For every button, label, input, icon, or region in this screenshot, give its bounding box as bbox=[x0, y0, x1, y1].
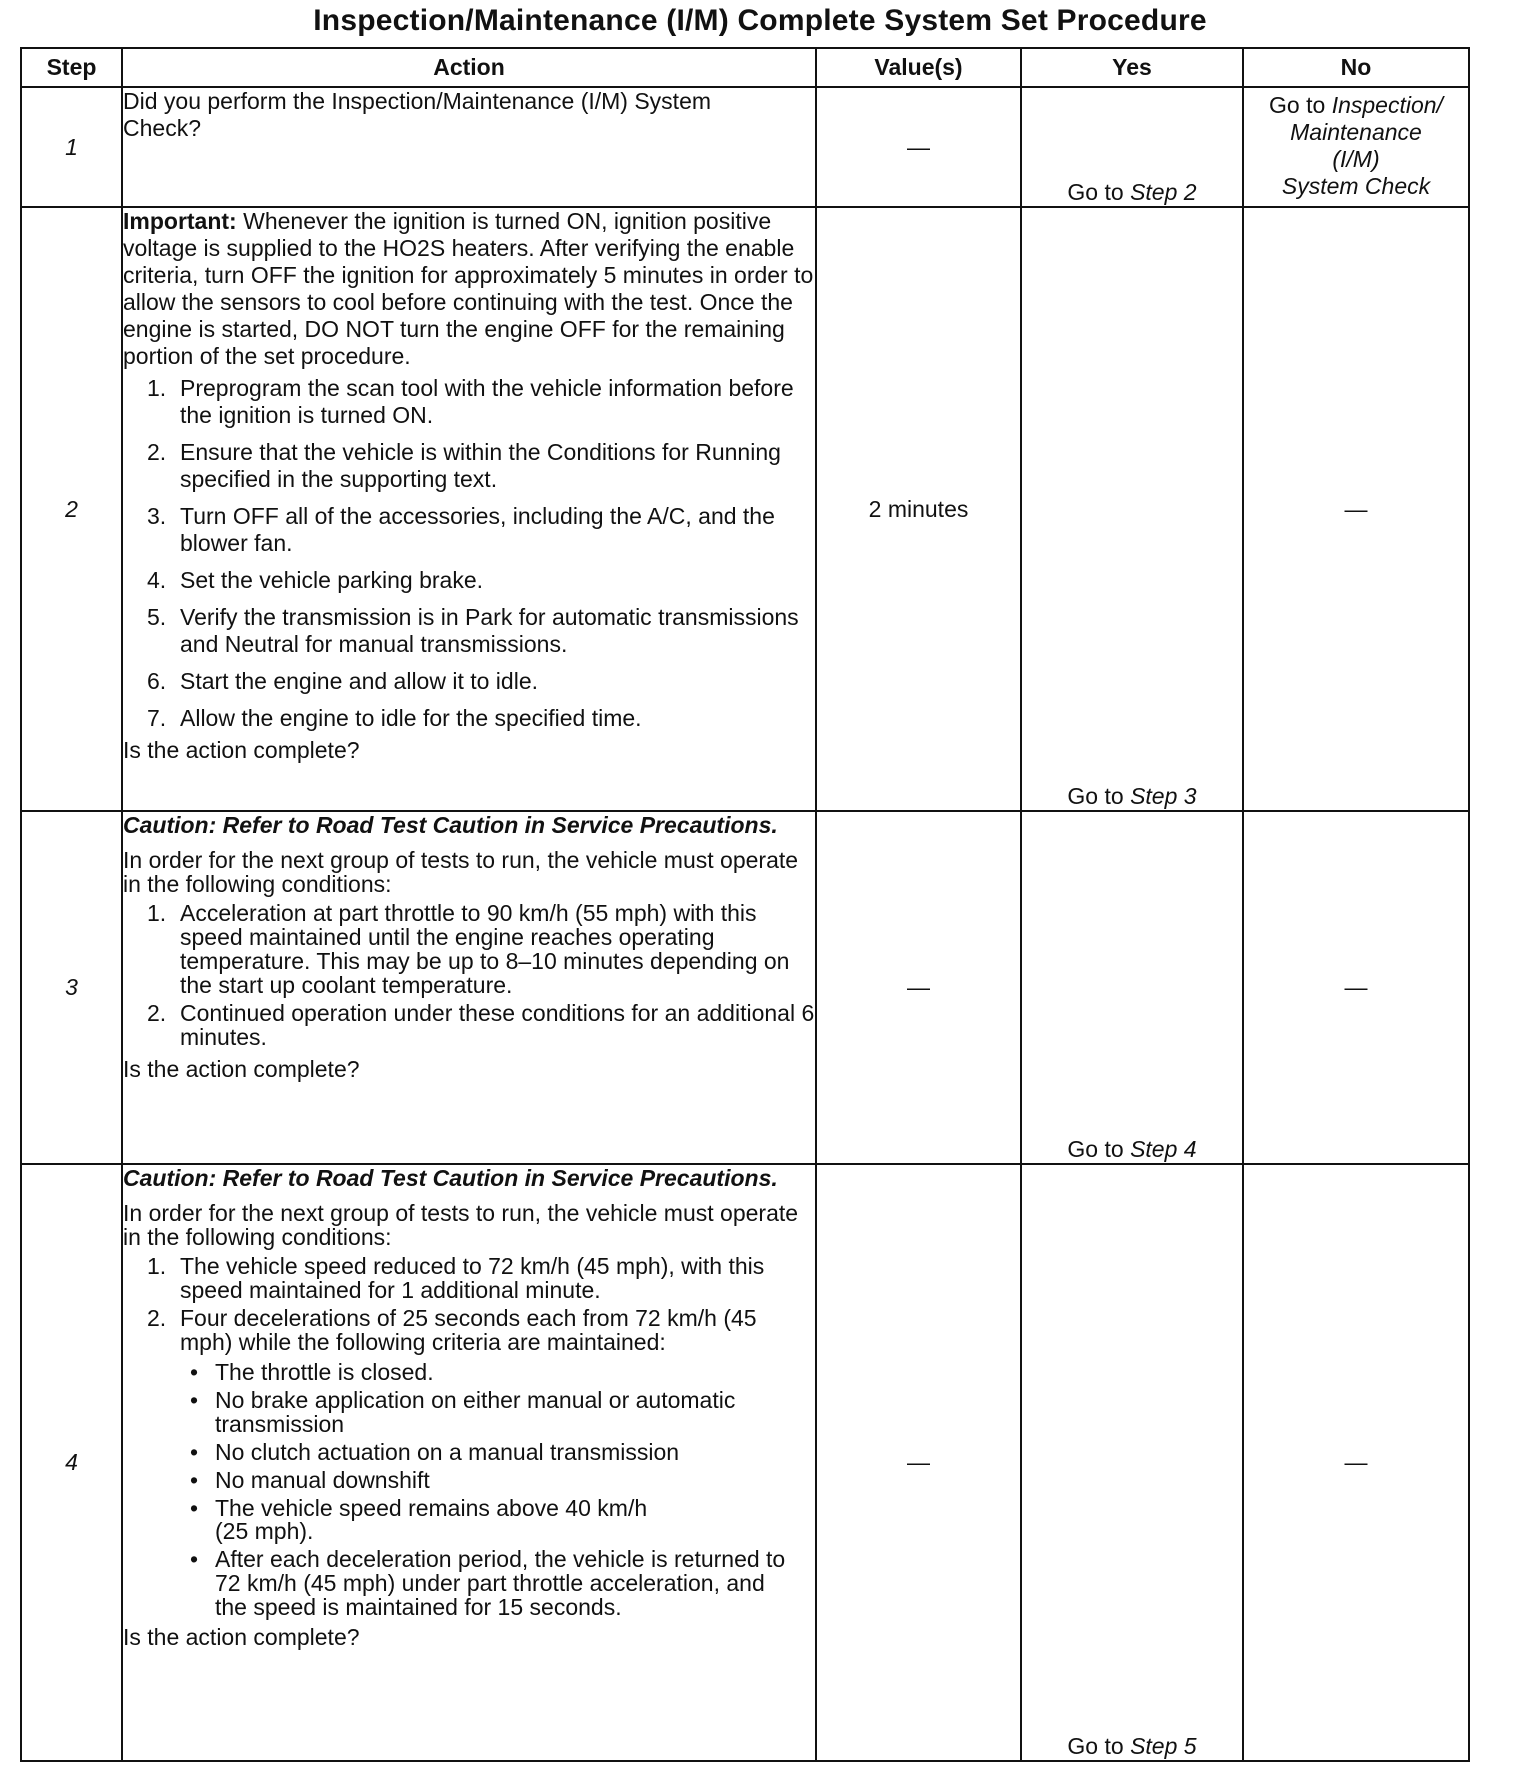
list-item: 6. Start the engine and allow it to idle. bbox=[147, 667, 539, 694]
step-number: 2 bbox=[21, 207, 122, 811]
yes-target: Step 2 bbox=[1130, 179, 1197, 206]
caution-note: Caution: Refer to Road Test Caution in Service Precautions. bbox=[123, 1165, 778, 1191]
yes-target: Step 4 bbox=[1130, 1136, 1197, 1163]
no-target-line3: (I/M) bbox=[1332, 145, 1380, 172]
header-values: Value(s) bbox=[816, 48, 1021, 87]
criteria-item: • No manual downshift bbox=[190, 1466, 430, 1493]
header-step: Step bbox=[21, 48, 122, 87]
action-text: Did you perform the Inspection/Maintenance (I/M) System Check? bbox=[123, 88, 712, 141]
no-cell: — bbox=[1243, 811, 1469, 1164]
action-question: Is the action complete? bbox=[123, 737, 360, 764]
yes-cell bbox=[1021, 1164, 1243, 1761]
action-cell bbox=[122, 207, 816, 811]
value-cell: — bbox=[816, 1164, 1021, 1761]
yes-cell bbox=[1021, 811, 1243, 1164]
header-action: Action bbox=[122, 48, 816, 87]
action-cell bbox=[122, 87, 816, 207]
procedure-table bbox=[20, 47, 1470, 1762]
procedure-steps bbox=[123, 1255, 815, 1620]
step-number: 1 bbox=[21, 87, 122, 207]
procedure-title: Inspection/Maintenance (I/M) Complete System Set Procedure bbox=[313, 4, 1207, 37]
criteria-item: • The throttle is closed. bbox=[190, 1358, 434, 1385]
action-question: Is the action complete? bbox=[123, 1055, 360, 1082]
important-label: Important: bbox=[123, 208, 237, 234]
yes-prefix: Go to bbox=[1067, 1136, 1124, 1163]
yes-cell bbox=[1021, 87, 1243, 207]
table-row-step-2 bbox=[21, 207, 1469, 811]
step-number: 3 bbox=[21, 811, 122, 1164]
list-item: 1. Acceleration at part throttle to 90 km/h (55 mph) with this speed maintained until the engine reaches operating temperature. This may be up to 8–10 minutes depending on the start up coolant temperature. bbox=[147, 900, 790, 999]
no-cell bbox=[1243, 87, 1469, 207]
caution-note: Caution: Refer to Road Test Caution in Service Precautions. bbox=[123, 812, 778, 838]
criteria-item: • After each deceleration period, the vehicle is returned to 72 km/h (45 mph) under part throttle acceleration, and the speed is maintained for 15 seconds. bbox=[190, 1546, 786, 1621]
conditions-intro: In order for the next group of tests to run, the vehicle must operate in the following conditions: bbox=[123, 1199, 799, 1250]
no-prefix: Go to bbox=[1269, 92, 1326, 118]
criteria-item: • No brake application on either manual or automatic transmission bbox=[190, 1386, 736, 1437]
table-row-step-3 bbox=[21, 811, 1469, 1164]
no-cell: — bbox=[1243, 1164, 1469, 1761]
yes-prefix: Go to bbox=[1067, 783, 1124, 810]
yes-prefix: Go to bbox=[1067, 179, 1124, 206]
table-header-row bbox=[21, 48, 1469, 87]
no-target-line2: Maintenance bbox=[1290, 118, 1422, 145]
yes-target: Step 3 bbox=[1130, 783, 1197, 810]
no-target-line4: System Check bbox=[1281, 172, 1431, 199]
yes-cell bbox=[1021, 207, 1243, 811]
list-item: 2. Four decelerations of 25 seconds each from 72 km/h (45 mph) while the following criteria are maintained: • The throttle is closed. • No brake application on either manual or automatic transmission • No clutch actuation on a manual transmission • No manual downshift • The vehicle speed remains above 40 km/h (25 mph). • After each deceleration period, the vehicle is returned to 72 km/h (45 mph) under part throttle acceleration, and the speed is maintained for 15 seconds. bbox=[147, 1307, 815, 1620]
value-cell: — bbox=[816, 811, 1021, 1164]
criteria-list bbox=[180, 1358, 815, 1621]
no-cell: — bbox=[1243, 207, 1469, 811]
table-row-step-1 bbox=[21, 87, 1469, 207]
important-note bbox=[123, 208, 815, 369]
action-cell bbox=[122, 1164, 816, 1761]
important-text: Whenever the ignition is turned ON, ignition positive voltage is supplied to the HO2S heaters. After verifying the enable criteria, turn OFF the ignition for approximately 5 minutes in order to allow the sensors to cool before continuing with the test. Once the engine is started, DO NOT turn the engine OFF for the remaining portion of the set procedure. bbox=[123, 208, 814, 369]
list-item: 7. Allow the engine to idle for the specified time. bbox=[147, 704, 642, 731]
list-item: 5. Verify the transmission is in Park for automatic transmissions and Neutral for manual transmissions. bbox=[147, 603, 799, 657]
list-item: 2. Continued operation under these conditions for an additional 6 minutes. bbox=[147, 999, 815, 1050]
value-cell: 2 minutes bbox=[816, 207, 1021, 811]
yes-target: Step 5 bbox=[1130, 1733, 1197, 1760]
conditions-intro: In order for the next group of tests to run, the vehicle must operate in the following conditions: bbox=[123, 846, 799, 897]
yes-prefix: Go to bbox=[1067, 1733, 1124, 1760]
criteria-item: • No clutch actuation on a manual transmission bbox=[190, 1438, 680, 1465]
action-question: Is the action complete? bbox=[123, 1624, 360, 1651]
procedure-steps bbox=[123, 375, 815, 731]
header-no: No bbox=[1243, 48, 1469, 87]
step-number: 4 bbox=[21, 1164, 122, 1761]
table-row-step-4 bbox=[21, 1164, 1469, 1761]
list-item: 1. The vehicle speed reduced to 72 km/h (45 mph), with this speed maintained for 1 additional minute. bbox=[147, 1253, 765, 1304]
list-item: 4. Set the vehicle parking brake. bbox=[147, 566, 484, 593]
criteria-item: • The vehicle speed remains above 40 km/h (25 mph). bbox=[190, 1494, 648, 1545]
list-item: 3. Turn OFF all of the accessories, including the A/C, and the blower fan. bbox=[147, 503, 775, 556]
procedure-steps bbox=[123, 902, 815, 1049]
value-cell: — bbox=[816, 87, 1021, 207]
no-target-line1: Inspection/ bbox=[1331, 92, 1443, 118]
list-item: 2. Ensure that the vehicle is within the Conditions for Running specified in the supporting text. bbox=[147, 439, 781, 493]
action-cell bbox=[122, 811, 816, 1164]
header-yes: Yes bbox=[1021, 48, 1243, 87]
list-item: 1. Preprogram the scan tool with the vehicle information before the ignition is turned ON. bbox=[147, 375, 794, 429]
